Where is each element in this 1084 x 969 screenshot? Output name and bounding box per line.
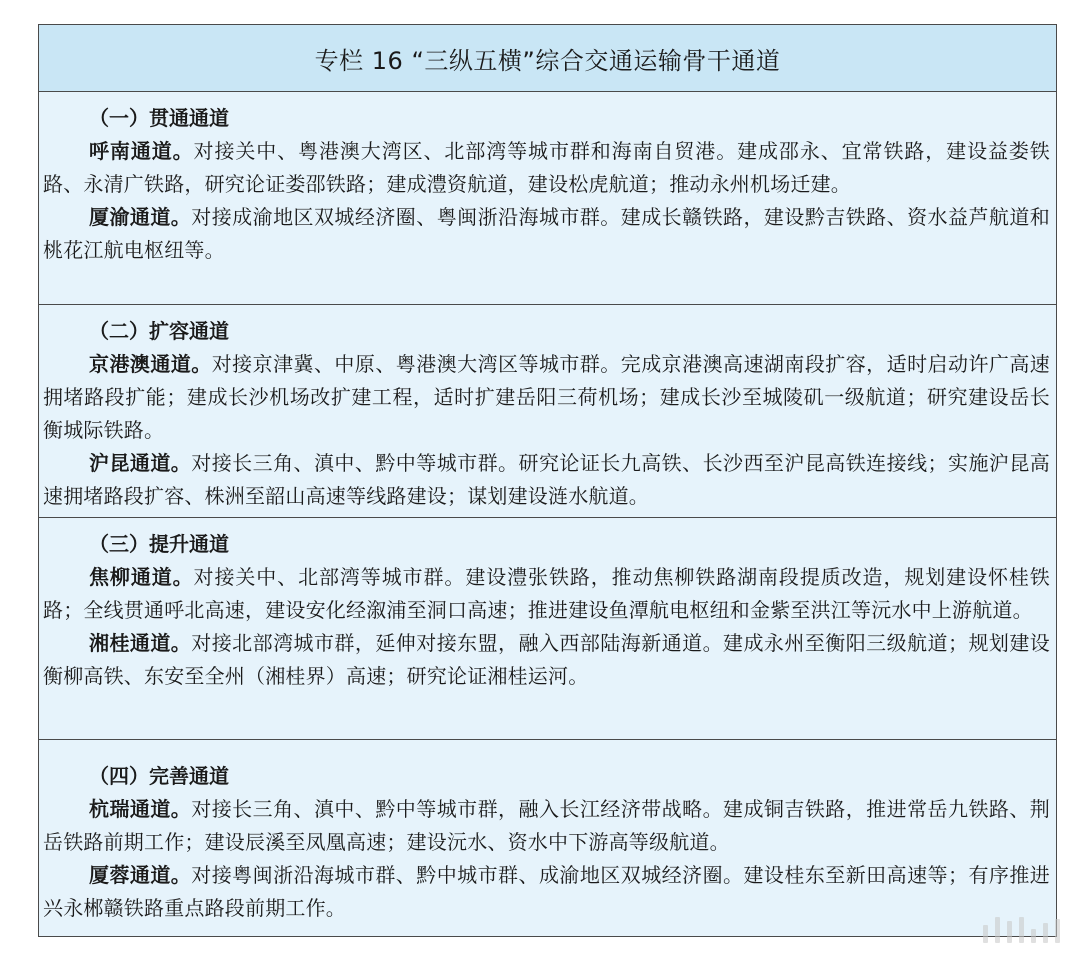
corridor-text: 对接关中、北部湾等城市群。建设澧张铁路，推动焦柳铁路湖南段提质改造，规划建设怀桂铁路；全线贯通呼北高速，建设安化经溆浦至洞口高速；推进建设鱼潭航电枢纽和金紫至洪江等沅水中上游航道。 — [43, 565, 1051, 622]
corridor-name: 湘桂通道。 — [89, 631, 192, 655]
box-title: 专栏 16 “三纵五横”综合交通运输骨干通道 — [39, 25, 1056, 92]
corridor-text: 对接北部湾城市群，延伸对接东盟，融入西部陆海新通道。建成永州至衡阳三级航道；规划建设衡柳高铁、东安至全州（湘桂界）高速；研究论证湘桂运河。 — [43, 631, 1050, 688]
corridor-text: 对接长三角、滇中、黔中等城市群。研究论证长九高铁、长沙西至沪昆高铁连接线；实施沪昆高速拥堵路段扩容、株洲至韶山高速等线路建设；谋划建设涟水航道。 — [43, 451, 1050, 508]
corridor-name: 呼南通道。 — [89, 139, 194, 163]
corridor-text: 对接粤闽浙沿海城市群、黔中城市群、成渝地区双城经济圈。建设桂东至新田高速等；有序推进兴永郴赣铁路重点路段前期工作。 — [43, 863, 1050, 920]
corridor-paragraph — [43, 627, 1050, 693]
corridor-name: 京港澳通道。 — [89, 352, 212, 376]
watermark-icon — [983, 917, 1060, 943]
corridor-name: 焦柳通道。 — [89, 565, 194, 589]
section-heading: （一）贯通通道 — [89, 106, 229, 130]
corridor-paragraph — [43, 201, 1050, 267]
corridor-text: 对接京津冀、中原、粤港澳大湾区等城市群。完成京港澳高速湖南段扩容，适时启动许广高速拥堵路段扩能；建成长沙机场改扩建工程，适时扩建岳阳三荷机场；建成长沙至城陵矶一级航道；研究建设岳长衡城际铁路。 — [43, 352, 1050, 442]
section-upgrade-corridors — [39, 518, 1056, 740]
corridor-paragraph — [43, 447, 1050, 513]
corridor-text: 对接成渝地区双城经济圈、粤闽浙沿海城市群。建成长赣铁路，建设黔吉铁路、资水益芦航道和桃花江航电枢纽等。 — [43, 205, 1050, 262]
corridor-name: 厦渝通道。 — [89, 205, 192, 229]
corridor-paragraph — [43, 793, 1050, 859]
corridor-paragraph — [43, 561, 1050, 627]
corridor-text: 对接关中、粤港澳大湾区、北部湾等城市群和海南自贸港。建成邵永、宜常铁路，建设益娄铁路、永清广铁路，研究论证娄邵铁路；建成澧资航道，建设松虎航道；推动永州机场迁建。 — [43, 139, 1051, 196]
corridor-name: 厦蓉通道。 — [89, 863, 192, 887]
section-improvement-corridors — [39, 740, 1056, 931]
corridor-name: 杭瑞通道。 — [89, 797, 192, 821]
corridor-paragraph — [43, 135, 1050, 201]
section-expansion-corridors — [39, 305, 1056, 518]
corridor-paragraph — [43, 859, 1050, 925]
section-heading: （四）完善通道 — [89, 764, 229, 788]
section-through-corridors — [39, 92, 1056, 305]
corridor-text: 对接长三角、滇中、黔中等城市群，融入长江经济带战略。建成铜吉铁路，推进常岳九铁路、荆岳铁路前期工作；建设辰溪至凤凰高速；建设沅水、资水中下游高等级航道。 — [43, 797, 1050, 854]
section-heading: （二）扩容通道 — [89, 319, 229, 343]
section-heading: （三）提升通道 — [89, 532, 229, 556]
corridor-paragraph — [43, 348, 1050, 447]
feature-box — [38, 24, 1057, 937]
corridor-name: 沪昆通道。 — [89, 451, 192, 475]
